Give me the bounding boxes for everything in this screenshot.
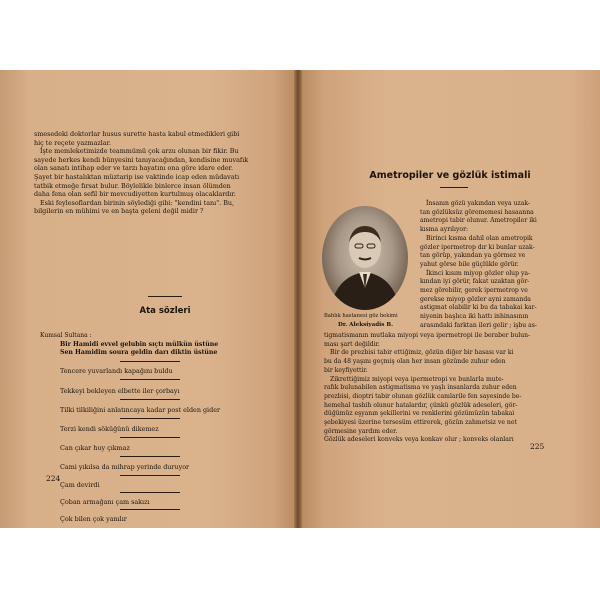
text-line: astigmat olabilir ki bu da tabakai kar-: [420, 304, 537, 312]
text-line: İnsanın gözü yakından veya uzak-: [426, 200, 530, 207]
side-column: [420, 200, 590, 331]
text-line: Birinci kısma dahil olan ametropik: [426, 234, 533, 242]
proverb-rule: [120, 475, 180, 476]
text-line: ması şart değildir.: [324, 340, 380, 348]
intro-line: Eski feylesoflardan birinin söylediği gibi: "kendini tanı". Bu,: [40, 198, 235, 207]
proverb-rule: [120, 399, 180, 400]
intro-line: Şayet bir hastalıktan müztarip ise vaktinde icap eden müdavatı: [34, 172, 240, 181]
proverb: Sen Hamidim soura geldin darı diktin üstüne: [60, 349, 218, 356]
text-line: niyenin başlıca iki hattı inhinasının: [420, 313, 529, 321]
photo-caption-name: Dr. Aleksiyadis B.: [338, 322, 394, 328]
book-gutter: [294, 70, 302, 528]
proverb: Tencere yuvarlandı kapağını buldu: [60, 367, 173, 375]
text-line: Bir de prezbisi tabir ettiğimiz, gözün diğer bir hasası var ki: [330, 349, 514, 357]
portrait-figure: [322, 206, 408, 310]
proverb: Bir Hamidi evvel gelubin sıçtı mülkün üstüne: [60, 341, 219, 348]
proverb: Çam devirdi: [60, 481, 100, 489]
proverb: Çok bilen çok yanılır: [60, 515, 127, 523]
text-line: gerekse miyop gözler ayni zamanda: [420, 295, 531, 303]
intro-line: bilgilerin en mühimi ve en başta geleni değil midir ?: [34, 207, 204, 216]
intro-line: tatbik etmeğe fırsat bulur. Böylelikle binlerce insan ölümden: [34, 181, 231, 190]
proverb-rule: [120, 379, 180, 380]
intro-line: daha fena olan sefil bir mevcudiyetten kurtulmuş olacaklardır.: [34, 190, 236, 199]
text-line: Zikrettiğimiz miyopi veya ipermetropi ve bunlarla mute-: [330, 375, 504, 383]
proverb-rule: [120, 509, 180, 510]
page-number-right: 225: [530, 442, 545, 451]
proverb: Çoban armağanı çam sakızı: [60, 498, 150, 506]
proverb: Tekkeyi bekleyen elbette iler çorbayı: [60, 387, 180, 395]
right-page: [300, 70, 600, 528]
text-line: hemehal tashih olunur hatalardır, çünkü gözlük adeseleri, gör-: [324, 401, 518, 409]
article-title: Ametropiler ve gözlük istimali: [369, 170, 531, 181]
text-line: İkinci kısım miyop gözler olup ya-: [426, 269, 531, 277]
text-line: tigmatismanın mutlaka miyopi veya ipermetropi ile beraber bulun-: [324, 332, 531, 339]
divider: [148, 296, 182, 297]
submitted-by: Kumsal Sultana :: [40, 332, 92, 339]
text-line: gözler ipermetrop dır ki bunlar uzak-: [420, 243, 535, 251]
text-line: mez görebilir, gerek ipermetrop ve: [420, 287, 528, 295]
open-book: [0, 70, 600, 528]
proverb-rule: [120, 418, 180, 419]
text-line: görmesine yardım eder.: [324, 427, 398, 435]
intro-line: hiç te reçete yazmazlar.: [34, 138, 111, 147]
text-line: kısma ayrılıyor:: [420, 226, 469, 234]
intro-line: İşte memleketimizde teammümü çok arzu olunan bir fikir. Bu: [40, 147, 239, 156]
text-line: prezbisi, dioptri tabir olunan gözlük camlarile fen sayesinde be-: [324, 392, 522, 400]
intro-line: olan sanatı intihap eder ve tarzı hayatını ona göre idare eder.: [34, 164, 233, 173]
proverb: Cami yıkılsa da mihrap yerinde duruyor: [60, 463, 190, 471]
left-page: [0, 70, 297, 528]
text-line: tan görüp, yakından ya görmez ve: [420, 252, 526, 260]
page-number-left: 224: [46, 474, 61, 483]
title-rule: [440, 187, 468, 188]
proverb: Tilki tilkiliğini anlatıncaya kadar post elden gider: [60, 406, 221, 414]
text-line: şebekiyesi üzerine tersesüm ettirerek, gözün zahmetsiz ve net: [324, 419, 517, 427]
text-line: ametropi tabir olunur. Ametropiler iki: [420, 217, 537, 225]
proverb-rule: [120, 437, 180, 438]
text-line: arasındaki farktan ileri gelir ; işbu as-: [420, 321, 537, 329]
text-line: yahut görse bile güçlükle görür.: [420, 260, 519, 268]
intro-line: smesedeki doktorlar husus surette hasta kabul etmedikleri gibi: [34, 130, 240, 138]
text-line: rafık bulunabilen astigmatisma ve yaşlı insanlarda zuhur eden: [324, 384, 517, 392]
section-title: Ata sözleri: [139, 306, 191, 316]
text-line: Gözlük adeseleri konveks veya konkav olur ; konveks olanları: [324, 436, 514, 444]
proverb-rule: [120, 492, 180, 493]
text-line: bu da 48 yaşını geçmiş olan her insan gözünde zuhur eden: [324, 358, 506, 366]
text-line: düğümüz eşyanın şekillerini ve renklerini gözümüzün tabakai: [324, 410, 515, 418]
text-line: bir keyfiyettir.: [324, 366, 368, 374]
proverb-rule: [120, 361, 180, 362]
intro-line: sayede herkes kendi bünyesini tanıyacağından, kendisine muvafık: [34, 155, 249, 164]
full-column: [324, 332, 588, 445]
proverb: Terzi kendi söküğünü dikemez: [60, 425, 159, 433]
text-line: kından iyi görür, fakat uzaktan gör-: [420, 278, 530, 286]
proverb-rule: [120, 456, 180, 457]
proverb: Can çıkar huy çıkmaz: [60, 444, 130, 452]
photo-caption: Bahlık hastanesi göz hekimi: [324, 313, 398, 319]
intro-text: [34, 130, 274, 216]
portrait-photo: [322, 206, 408, 310]
text-line: tan gözlüksüz görememesi hasaanna: [420, 208, 534, 216]
